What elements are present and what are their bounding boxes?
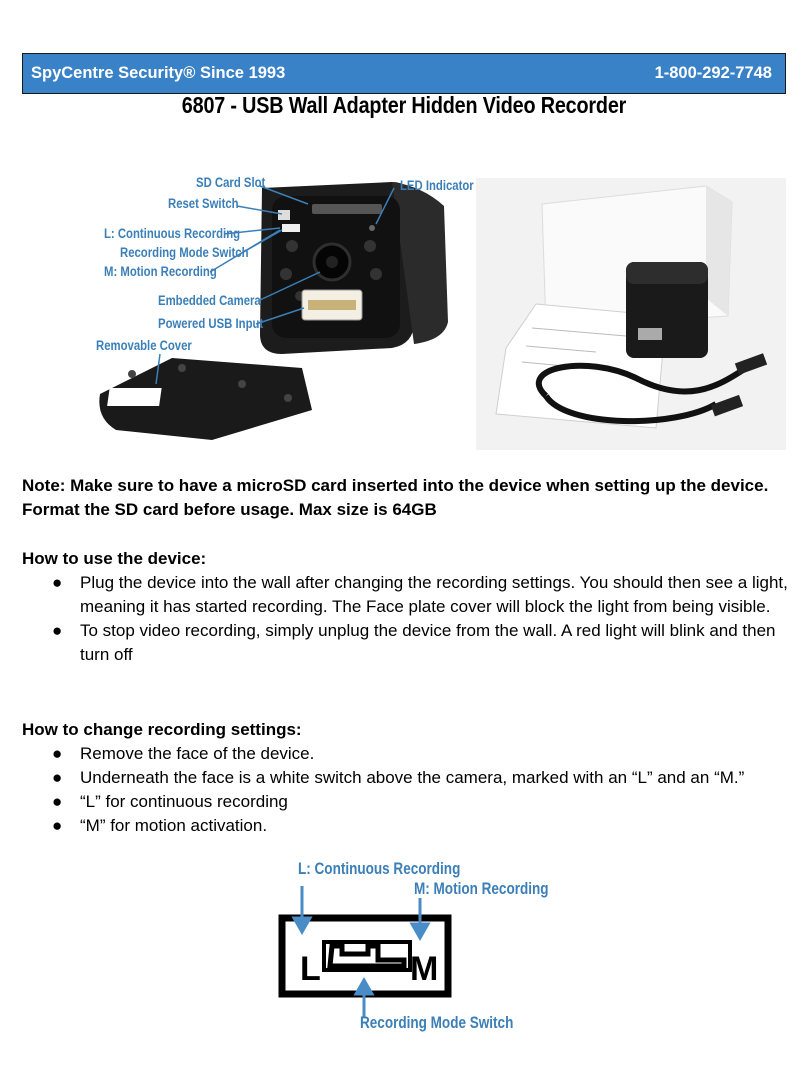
settings-heading: How to change recording settings: <box>22 720 302 739</box>
bullet-icon: ● <box>52 768 63 787</box>
usage-heading: How to use the device: <box>22 549 207 568</box>
label-continuous-recording: L: Continuous Recording <box>298 860 461 878</box>
callout-sd-card-slot: SD Card Slot <box>196 175 266 190</box>
bullet-icon: ● <box>52 816 63 835</box>
product-package-photo <box>476 178 786 450</box>
bullet-icon: ● <box>52 573 63 592</box>
usage-list <box>22 571 788 667</box>
phone-number[interactable]: 1-800-292-7748 <box>654 64 772 82</box>
callout-motion-recording: M: Motion Recording <box>104 264 217 279</box>
list-item: ● Remove the face of the device. <box>22 742 788 766</box>
callout-led-indicator: LED Indicator <box>400 178 474 193</box>
callout-reset-switch: Reset Switch <box>168 196 239 211</box>
device-illustration <box>92 172 472 454</box>
list-item: ● Underneath the face is a white switch above the camera, marked with an “L” and an “M.” <box>22 766 788 790</box>
bullet-icon: ● <box>52 621 63 640</box>
package-illustration <box>476 178 786 450</box>
switch-letter-l: L <box>300 950 321 988</box>
list-item: ● To stop video recording, simply unplug the device from the wall. A red light will blink and then turn off <box>52 621 776 664</box>
label-motion-recording: M: Motion Recording <box>414 880 549 898</box>
callout-powered-usb-input: Powered USB Input <box>158 316 264 331</box>
note-text: Note: Make sure to have a microSD card inserted into the device when setting up the device. Format the SD card before usage. Max size is 64GB <box>22 476 769 519</box>
settings-list <box>22 742 788 838</box>
bullet-icon: ● <box>52 744 63 763</box>
switch-diagram <box>272 858 548 1042</box>
list-item: ● Plug the device into the wall after changing the recording settings. You should then see a light, meaning it has started recording. The Face plate cover will block the light from being visible. <box>52 573 788 616</box>
switch-letter-m: M <box>410 950 439 988</box>
bullet-icon: ● <box>52 792 63 811</box>
header-bar <box>22 53 786 94</box>
list-item: ● “L” for continuous recording <box>22 790 788 814</box>
device-diagram <box>92 172 472 454</box>
callout-embedded-camera: Embedded Camera <box>158 293 261 308</box>
brand-text: SpyCentre Security® Since 1993 <box>31 64 286 82</box>
callout-recording-mode-switch: Recording Mode Switch <box>120 245 249 260</box>
page-title: 6807 - USB Wall Adapter Hidden Video Recorder <box>181 92 627 118</box>
callout-removable-cover: Removable Cover <box>96 338 192 353</box>
list-item: ● “M” for motion activation. <box>22 814 788 838</box>
label-recording-mode-switch: Recording Mode Switch <box>360 1014 514 1032</box>
callout-continuous-recording: L: Continuous Recording <box>104 226 241 241</box>
